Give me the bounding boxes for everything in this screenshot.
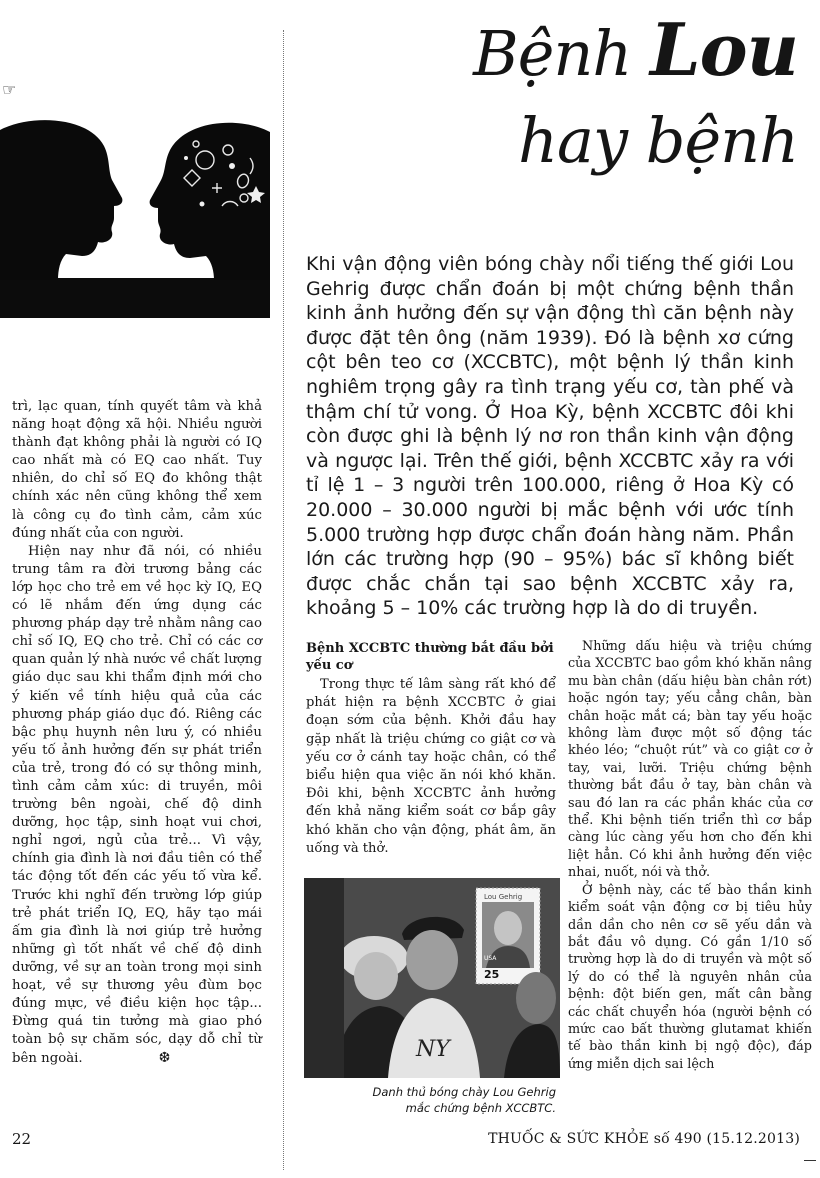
page-number: 22 [12, 1130, 32, 1148]
right-paragraph: Ở bệnh này, các tế bào thần kinh kiểm soát vận động cơ bị tiêu hủy dần dần cho nên cơ sẽ yếu dần và bắt đầu vô dụng. Có gần 1/10 số trường hợp là do di truyền và một số lý do có thể là nguyên nhân của bệnh: đột biến gen, mất cân bằng các chất chuyển hóa (người bệnh có mức cao bất thường glutamat khiến tế bào thần kinh bị ngộ độc), đáp ứng miễn dịch sai lệch [568, 882, 812, 1072]
heads-illustration [0, 118, 270, 326]
lead-paragraph: Khi vận động viên bóng chày nổi tiếng thế giới Lou Gehrig được chẩn đoán bị một chứng bệnh thần kinh ảnh hưởng đến sự vận động thì căn bệnh này được đặt tên ông (năm 1939). Đó là bệnh xơ cứng cột bên teo cơ (XCCBTC), một bệnh lý thần kinh nghiêm trọng gây ra tình trạng yếu cơ, tàn phế và thậm chí tử vong. Ở Hoa Kỳ, bệnh XCCBTC đôi khi còn được ghi là bệnh lý nơ ron thần kinh vận động và ngược lại. Trên thế giới, bệnh XCCBTC xảy ra với tỉ lệ 1 – 3 người trên 100.000, riêng ở Hoa Kỳ có 20.000 – 30.000 người bị mắc bệnh với ước tính 5.000 trường hợp được chẩn đoán hàng năm. Phần lớn các trường hợp (90 – 95%) bác sĩ không biết được chắc chắn tại sao bệnh XCCBTC xảy ra, khoảng 5 – 10% các trường hợp là do di truyền. [306, 253, 794, 620]
photo-caption: Danh thủ bóng chày Lou Gehrig mắc chứng bệnh XCCBTC. [372, 1085, 556, 1115]
right-column-text [568, 638, 812, 1073]
crop-mark [804, 1160, 816, 1161]
title-script-word: Lou [650, 7, 798, 92]
lou-gehrig-photo [304, 878, 560, 1078]
right-paragraph: Những dấu hiệu và triệu chứng của XCCBTC bao gồm khó khăn nâng mu bàn chân (dấu hiệu bàn chân rớt) hoặc ngón tay; yếu cẳng chân, bàn chân hoặc mắt cá; bàn tay yếu hoặc không làm được một số động tác khéo léo; “chuột rút” và co giật cơ ở tay, vai, lưỡi. Triệu chứng bệnh thường bắt đầu ở tay, bàn chân và sau đó lan ra các phần khác của cơ thể. Khi bệnh tiến triển thì cơ bắp càng lúc càng yếu hơn cho đến khi liệt hẳn. Có khi ảnh hưởng đến việc nhai, nuốt, nói và thở. [568, 639, 812, 881]
stamp-country: USA [484, 955, 497, 962]
section-subheading: Bệnh XCCBTC thường bắt đầu bởi yếu cơ [306, 641, 554, 673]
left-paragraph: trì, lạc quan, tính quyết tâm và khả năng hoạt động xã hội. Nhiều người thành đạt không phải là người có IQ cao nhất mà có EQ cao nhất. Tuy nhiên, do chỉ số EQ đo không thật chính xác nên cũng không thể xem là công cụ đo tình cảm, cảm xúc đúng nhất của con người. [12, 399, 262, 541]
svg-text:NY: NY [416, 1037, 450, 1062]
middle-column-text: Trong thực tế lâm sàng rất khó để phát hiện ra bệnh XCCBTC ở giai đoạn sớm của bệnh. Khởi đầu hay gặp nhất là triệu chứng co giật cơ và yếu cơ ở cánh tay hoặc chân, có thể biểu hiện qua việc ăn nói khó khăn. Đôi khi, bệnh XCCBTC ảnh hưởng đến khả năng kiểm soát cơ bắp gây khó khăn cho vận động, phát âm, ăn uống và thở. [306, 677, 556, 856]
left-column-text [12, 398, 262, 1068]
running-footer: THUỐC & SỨC KHỎE số 490 (15.12.2013) [488, 1131, 800, 1147]
stamp-name: Lou Gehrig [484, 893, 523, 901]
article-title-line-1 [473, 7, 798, 92]
stamp-value: 25 [484, 968, 500, 981]
end-of-article-icon: ❆ [158, 1050, 171, 1067]
article-title-line-2: hay bệnh [518, 104, 798, 177]
hand-pointer-icon: ☞ [2, 80, 17, 99]
postage-stamp-icon [476, 888, 540, 984]
title-prefix: Bệnh [473, 17, 650, 90]
column-divider [283, 30, 284, 1170]
left-paragraph: Hiện nay như đã nói, có nhiều trung tâm ra đời trương bảng các lớp học cho trẻ em về học kỳ IQ, EQ có lẽ nhắm đến ứng dụng các phương pháp dạy trẻ nhằm nâng cao chỉ số IQ, EQ cho trẻ. Chỉ có các cơ quan quản lý nhà nước về chất lượng giáo dục sau khi thẩm định mới cho ý kiến về tính hiệu quả của các phương pháp giáo dục đó. Riêng các bậc phụ huynh nên lưu ý, có nhiều yếu tố ảnh hưởng đến sự phát triển của trẻ, trong đó có sự thông minh, tình cảm cảm xúc: di truyền, môi trường bên ngoài, chế độ dinh dưỡng, học tập, sinh hoạt vui chơi, nghỉ ngơi, ngủ của trẻ... Vì vậy, chính gia đình là nơi đầu tiên có thể tác động tốt đến các yếu tố vừa kể. Trước khi nghĩ đến trường lớp giúp trẻ phát triển IQ, EQ, hãy tạo mái ấm gia đình là nơi giúp trẻ hưởng những gì tốt nhất về chế độ dinh dưỡng, về sự an toàn trong mọi sinh hoạt, về sự thương yêu đùm bọc đúng mực, về điều kiện học tập... Đừng quá tin tưởng mà giao phó toàn bộ sự chăm sóc, dạy dỗ chỉ từ bên ngoài. ❆ [12, 543, 262, 1067]
